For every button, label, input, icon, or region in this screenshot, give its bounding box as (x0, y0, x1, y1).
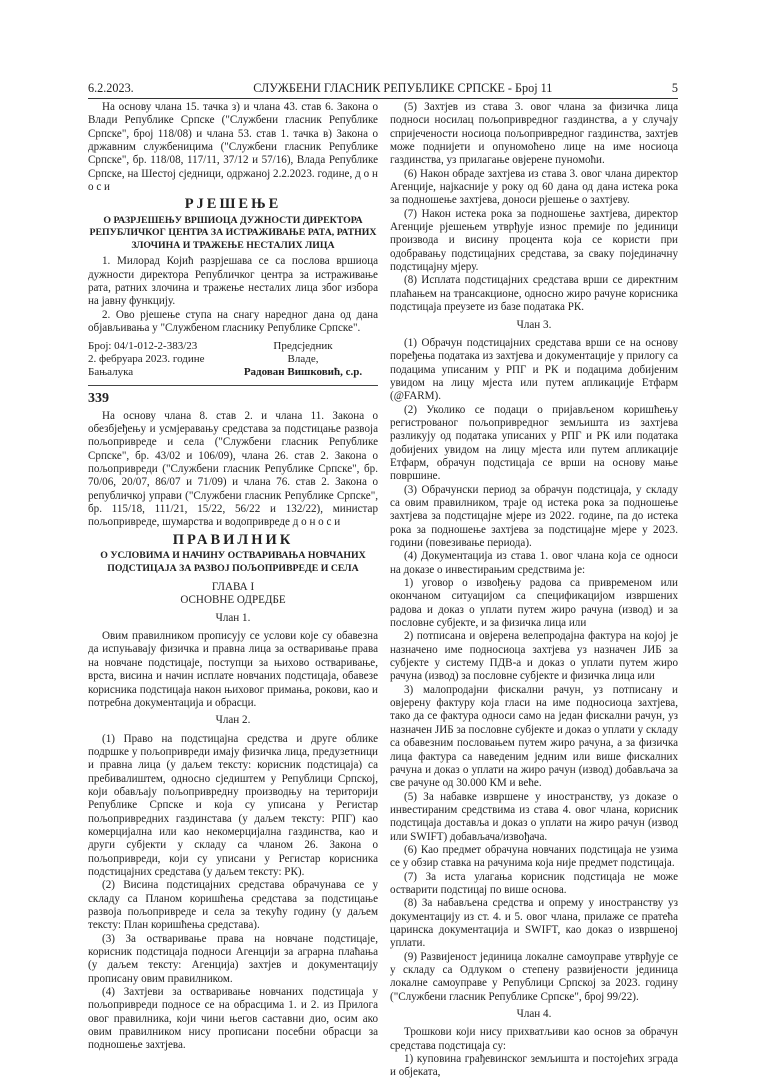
signer-role: Предсједник (273, 340, 333, 353)
article-2-para-5: (5) Захтјев из става 3. овог члана за физичка лица подноси носилац пољопривредног газдинства, а у случају спријечености носиоца пољопривредног газдинства, захтјев може поднијети и опуномоћено лице на име носиоца газдинства, уз прилагање овјерене пуномоћи. (390, 101, 678, 167)
article-3-para-8: (8) За набављена средства и опрему у иностранству уз документацију из ст. 4. и 5. овог члана, прилаже се пратећа царинска документација и SWIFT, као доказ о извршеној уплати. (390, 897, 678, 950)
article-3-para-6: (6) Као предмет обрачуна новчаних подстицаја не узима се у обзир ставка на рачунима која није предмет подстицаја. (390, 843, 678, 870)
article-3-para-4-item-3: 3) малопродајни фискални рачун, уз потписану и овјерену фактуру која гласи на име подносиоца захтјева, тако да се фактура односи само на један фискални рачун, уз назначен ЈИБ за пословне субјекте и доказ о уплати у складу са обавезним пословањем путем жиро рачуна, а за физичка лица фактура са наведеним једним или више фискалних рачуна и доказ о уплати на жиро рачун (извод) добављача за све рачуне од 30.000 КМ и веће. (390, 683, 678, 790)
signer-name: Радован Вишковић, с.р. (243, 366, 363, 379)
signature-date: 2. фебруара 2023. године (88, 353, 205, 366)
article-2-para-7: (7) Након истека рока за подношење захтјева, директор Агенције рјешењем утврђује износ премије по јединици производа и висину процента која се користи при одобравању подстицајних средстава, за сваку појединачну подстицајну мјеру. (390, 207, 678, 274)
article-4-item-1: 1) куповина грађевинског земљишта и постојећих зграда и објеката, (390, 1053, 678, 1079)
article-3-para-4: (4) Документација из става 1. овог члана која се односи на доказе о инвестирањим средствима је: (390, 550, 678, 576)
article-4-heading: Члан 4. (516, 1008, 552, 1021)
article-3-heading: Члан 3. (516, 318, 552, 331)
chapter-number: ГЛАВА I (211, 581, 255, 594)
decision-title: РЈЕШЕЊЕ (184, 196, 282, 213)
rulebook-title: ПРАВИЛНИК (172, 531, 294, 548)
page-number: 5 (671, 80, 678, 95)
article-2-para-1: (1) Право на подстицајна средства и друге облике подршке у пољопривреди имају физичка лица, предузетници и правна лица (у даљем тексту: корисник подстицаја) са пребивалиштем, односно сједиштем у Републици Српској, који обављају пољопривредну производњу на територији Републике Српске и која су уписана у Регистар пољопривредних газдинстава (у даљем тексту: РПГ) као комерцијална или као некомерцијална газдинства, као и други субјекти у складу са чланом 26. Закона о пољопривреди, који су уписани у Регистар корисника подстицајних средстава (у даљем тексту: РК). (88, 732, 378, 878)
page-header (88, 80, 678, 96)
article-2-para-2: (2) Висина подстицајних средстава обрачунава се у складу са Планом коришћења средстава за подстицање развоја пољопривреде и села за текућу годину (у даљем тексту: План коришћења средстава). (88, 879, 378, 932)
issue-date: 6.2.2023. (88, 80, 134, 95)
article-2-para-4: (4) Захтјеви за остваривање новчаних подстицаја у пољопривреди подносе се на обрасцима 1. и 2. из Прилога овог правилника, који чини његов саставни дио, осим ако овим правилником нису прописани посебни обрасци за подношење захтјева. (88, 986, 378, 1052)
article-1-text: Овим правилником прописују се услови које су обавезна да испуњавају физичка и правна лица за остваривање права на новчане подстицаје, поступци за њихово остваривање, врста, висина и начин исплате новчаних подстицаја, обавезе корисника подстицаја након њиховог примања, рокови, као и потребна документација и обрасци. (88, 630, 378, 709)
article-2-para-8: (8) Исплата подстицајних средстава врши се директним плаћањем на трансакционе, односно жиро рачуне корисника подстицаја преузете из базе података РК. (390, 274, 678, 314)
article-3-para-3: (3) Обрачунски период за обрачун подстицаја, у складу са овим правилником, траје од истека рока за подношење захтјева за подстицајне мјере из 2022. године, па до истека рока за подношење захтјева за подстицајне мјере у 2023. години (повезивање периода). (390, 483, 678, 549)
article-2-heading: Члан 2. (215, 714, 251, 727)
article-3-para-4-item-1: 1) уговор о извођењу радова са привременом или окончаном ситуацијом са спецификацијом извршених радова и доказ о уплати путем жиро рачуна (извод) и за пословне субјекте, и за физичка лица или (390, 577, 678, 630)
article-1-heading: Члан 1. (215, 611, 251, 624)
right-column (390, 101, 678, 1080)
article-3-para-5: (5) За набавке извршене у иностранству, уз доказе о инвестираним средствима из става 4. овог члана, корисник подстицаја доставља и доказ о уплати на жиро рачун (извод или SWIFT) добављача/извођача. (390, 790, 678, 843)
decision-preamble: На основу члана 15. тачка з) и члана 43. став 6. Закона о Влади Републике Српске ("Службени гласник Републике Српске", број 118/08) и члана 53. став 1. тачка в) Закона о државним службеницима ("Службени гласник Републике Српске", бр. 118/08, 117/11, 37/12 и 57/16), Влада Републике Српске, на Шестој сједници, одржаној 2.2.2023. године, д о н о с и (88, 101, 378, 194)
signature-block (88, 340, 378, 379)
article-3-para-4-item-2: 2) потписана и овјерена велепродајна фактура на којој је назначено име подносиоца захтјева уз назначен ЈИБ за субјекте у систему ПДВ-а и доказ о уплати путем жиро рачуна (извод) за пословне субјекте и физичка лица или (390, 630, 678, 683)
section-divider (88, 385, 378, 386)
header-rule (88, 98, 678, 99)
article-2-para-6: (6) Након обраде захтјева из става 3. овог члана директор Агенције, најкасније у року од 60 дана од дана истека рока за подношење захтјева, доноси рјешење о захтјеву. (390, 167, 678, 207)
reference-number: Број: 04/1-012-2-383/23 (88, 340, 198, 353)
article-4-intro: Трошкови који нису прихватљиви као основ за обрачун средстава подстицаја су: (390, 1026, 678, 1052)
article-2-para-3: (3) За остваривање права на новчане подстицаје, корисник подстицаја подноси Агенцији за аграрна плаћања (у даљем тексту: Агенција) захтјев и документацију прописану овим правилником. (88, 932, 378, 985)
signature-place: Бањалука (88, 366, 134, 379)
chapter-name: ОСНОВНЕ ОДРЕДБЕ (180, 594, 286, 607)
rulebook-preamble: На основу члана 8. став 2. и члана 11. Закона о обезбјеђењу и усмјеравању средстава за подстицање развоја пољопривреде и села ("Службени гласник Републике Српске", бр. 43/02 и 106/09), члана 26. став 2. Закона о пољопривреди ("Службени гласник Републике Српске", бр. 70/06, 20/07, 86/07 и 71/09) и члана 76. став 2. Закона о републичкој управи ("Службени гласник Републике Српске", бр. 115/18, 111/21, 15/22, 56/22 и 132/22), министар пољопривреде, шумарства и водопривреде д о н о с и (88, 409, 378, 529)
article-3-para-1: (1) Обрачун подстицајних средстава врши се на основу поређења података из захтјева и документације у прилогу са подацима уписаним у РПГ и РК и подацима добијеним увидом на лицу мјеста или путем апликације Етфарм (@FARM). (390, 336, 678, 403)
gazette-title: СЛУЖБЕНИ ГЛАСНИК РЕПУБЛИКЕ СРПСКЕ - Број 11 (253, 80, 553, 95)
signer-body: Владе, (287, 353, 319, 366)
left-column (88, 101, 378, 1053)
rulebook-subtitle: О УСЛОВИМА И НАЧИНУ ОСТВАРИВАЊА НОВЧАНИХ ПОДСТИЦАЈА ЗА РАЗВОЈ ПОЉОПРИВРЕДЕ И СЕЛА (100, 550, 366, 574)
decision-item-2: 2. Ово рјешење ступа на снагу наредног дана од дана објављивања у "Службеном гласнику Републике Српске". (88, 308, 378, 334)
article-3-para-7: (7) За иста улагања корисник подстицаја не може остварити подстицај по више основа. (390, 870, 678, 896)
decision-subtitle: О РАЗРЈЕШЕЊУ ВРШИОЦА ДУЖНОСТИ ДИРЕКТОРА РЕПУБЛИЧКОГ ЦЕНТРА ЗА ИСТРАЖИВАЊЕ РАТА, РАТНИХ ЗЛОЧИНА И ТРАЖЕЊЕ НЕСТАЛИХ ЛИЦА (89, 214, 377, 251)
article-3-para-9: (9) Развијеност јединица локалне самоуправе утврђује се у складу са Одлуком о степену развијености јединица локалне самоуправе у Републици Српској за 2023. годину ("Службени гласник Републике Српске", број 99/22). (390, 950, 678, 1003)
decision-item-1: 1. Милорад Којић разрјешава се са послова вршиоца дужности директора Републичког центра за истраживање рата, ратних злочина и тражење несталих лица због избора на јавну функцију. (88, 255, 378, 308)
item-number: 339 (88, 391, 109, 407)
article-3-para-2: (2) Уколико се подаци о пријављеном коришћењу регистрованог пољопривредног земљишта из захтјева разликују од података уписаних у РПГ и РК или података добијених увидом на лицу мјеста или путем апликације Етфарм, обрачун подстицаја се врши на основу мање површине. (390, 403, 678, 483)
